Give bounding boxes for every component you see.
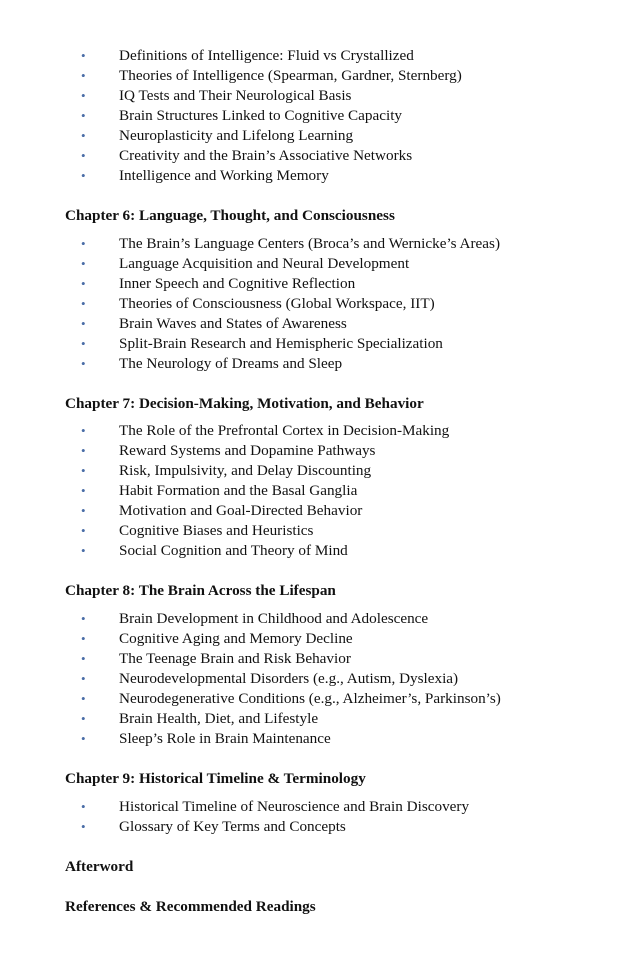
list-item	[0, 234, 638, 254]
list-item-text: Intelligence and Working Memory	[119, 167, 329, 184]
list-item-text: Definitions of Intelligence: Fluid vs Crystallized	[119, 47, 414, 64]
list-item	[0, 521, 638, 541]
list-item-text: Reward Systems and Dopamine Pathways	[119, 442, 376, 459]
bullet-icon: •	[81, 88, 86, 103]
list-item-text: Theories of Consciousness (Global Workspace, IIT)	[119, 295, 435, 312]
bullet-icon: •	[81, 799, 86, 814]
bullet-icon: •	[81, 543, 86, 558]
chapter-8-heading: Chapter 8: The Brain Across the Lifespan	[65, 582, 336, 599]
bullet-icon: •	[81, 819, 86, 834]
chapter-6-heading: Chapter 6: Language, Thought, and Consciousness	[65, 207, 395, 224]
bullet-icon: •	[81, 631, 86, 646]
list-item	[0, 106, 638, 126]
list-item	[0, 709, 638, 729]
list-item	[0, 66, 638, 86]
list-item-text: Split-Brain Research and Hemispheric Specialization	[119, 335, 443, 352]
list-item-text: Motivation and Goal-Directed Behavior	[119, 502, 363, 519]
list-item	[0, 817, 638, 837]
list-item-text: Glossary of Key Terms and Concepts	[119, 818, 346, 835]
list-item-text: Brain Development in Childhood and Adolescence	[119, 610, 429, 627]
bullet-icon: •	[81, 523, 86, 538]
bullet-icon: •	[81, 611, 86, 626]
bullet-icon: •	[81, 651, 86, 666]
list-item	[0, 421, 638, 441]
list-item-text: Theories of Intelligence (Spearman, Gardner, Sternberg)	[119, 67, 462, 84]
references-heading: References & Recommended Readings	[65, 898, 316, 915]
bullet-list	[0, 46, 638, 186]
bullet-icon: •	[81, 168, 86, 183]
bullet-icon: •	[81, 148, 86, 163]
bullet-icon: •	[81, 731, 86, 746]
bullet-icon: •	[81, 443, 86, 458]
bullet-icon: •	[81, 483, 86, 498]
bullet-icon: •	[81, 256, 86, 271]
list-item	[0, 354, 638, 374]
list-item	[0, 501, 638, 521]
list-item-text: The Teenage Brain and Risk Behavior	[119, 650, 351, 667]
list-item-text: Habit Formation and the Basal Ganglia	[119, 482, 358, 499]
list-item-text: The Brain’s Language Centers (Broca’s and Wernicke’s Areas)	[119, 235, 501, 252]
bullet-icon: •	[81, 691, 86, 706]
bullet-icon: •	[81, 711, 86, 726]
list-item	[0, 609, 638, 629]
bullet-icon: •	[81, 276, 86, 291]
list-item	[0, 334, 638, 354]
list-item-text: The Neurology of Dreams and Sleep	[119, 355, 343, 372]
bullet-icon: •	[81, 108, 86, 123]
list-item	[0, 166, 638, 186]
section-chapter-9-list	[0, 797, 638, 837]
list-item-text: IQ Tests and Their Neurological Basis	[119, 87, 352, 104]
bullet-icon: •	[81, 128, 86, 143]
section-chapter-6-list	[0, 234, 638, 374]
list-item	[0, 541, 638, 561]
list-item	[0, 461, 638, 481]
list-item-text: Inner Speech and Cognitive Reflection	[119, 275, 356, 292]
list-item	[0, 86, 638, 106]
list-item	[0, 729, 638, 749]
list-item-text: Language Acquisition and Neural Development	[119, 255, 410, 272]
bullet-icon: •	[81, 423, 86, 438]
bullet-icon: •	[81, 316, 86, 331]
list-item-text: Brain Waves and States of Awareness	[119, 315, 347, 332]
bullet-list	[0, 234, 638, 374]
list-item-text: Risk, Impulsivity, and Delay Discounting	[119, 462, 372, 479]
list-item-text: Brain Structures Linked to Cognitive Capacity	[119, 107, 403, 124]
bullet-list	[0, 609, 638, 749]
list-item-text: Neurodegenerative Conditions (e.g., Alzheimer’s, Parkinson’s)	[119, 690, 501, 707]
bullet-icon: •	[81, 463, 86, 478]
list-item	[0, 146, 638, 166]
afterword-heading: Afterword	[65, 858, 134, 875]
bullet-icon: •	[81, 296, 86, 311]
list-item-text: Social Cognition and Theory of Mind	[119, 542, 348, 559]
bullet-list	[0, 797, 638, 837]
section-intelligence-list	[0, 46, 638, 186]
bullet-list	[0, 421, 638, 561]
bullet-icon: •	[81, 68, 86, 83]
list-item	[0, 441, 638, 461]
list-item	[0, 797, 638, 817]
list-item-text: Sleep’s Role in Brain Maintenance	[119, 730, 331, 747]
list-item	[0, 649, 638, 669]
bullet-icon: •	[81, 48, 86, 63]
bullet-icon: •	[81, 236, 86, 251]
section-chapter-8-list	[0, 609, 638, 749]
list-item-text: Cognitive Aging and Memory Decline	[119, 630, 353, 647]
list-item	[0, 629, 638, 649]
bullet-icon: •	[81, 336, 86, 351]
bullet-icon: •	[81, 503, 86, 518]
list-item-text: Neurodevelopmental Disorders (e.g., Autism, Dyslexia)	[119, 670, 459, 687]
bullet-icon: •	[81, 671, 86, 686]
list-item-text: Historical Timeline of Neuroscience and Brain Discovery	[119, 798, 470, 815]
bullet-icon: •	[81, 356, 86, 371]
list-item-text: Brain Health, Diet, and Lifestyle	[119, 710, 319, 727]
list-item	[0, 254, 638, 274]
list-item	[0, 689, 638, 709]
chapter-7-heading: Chapter 7: Decision-Making, Motivation, and Behavior	[65, 395, 424, 412]
list-item	[0, 294, 638, 314]
list-item-text: Creativity and the Brain’s Associative Networks	[119, 147, 413, 164]
chapter-9-heading: Chapter 9: Historical Timeline & Terminology	[65, 770, 366, 787]
list-item-text: Cognitive Biases and Heuristics	[119, 522, 314, 539]
list-item	[0, 274, 638, 294]
list-item	[0, 126, 638, 146]
list-item	[0, 314, 638, 334]
list-item	[0, 46, 638, 66]
list-item-text: Neuroplasticity and Lifelong Learning	[119, 127, 354, 144]
section-chapter-7-list	[0, 421, 638, 561]
list-item-text: The Role of the Prefrontal Cortex in Decision-Making	[119, 422, 450, 439]
list-item	[0, 669, 638, 689]
list-item	[0, 481, 638, 501]
